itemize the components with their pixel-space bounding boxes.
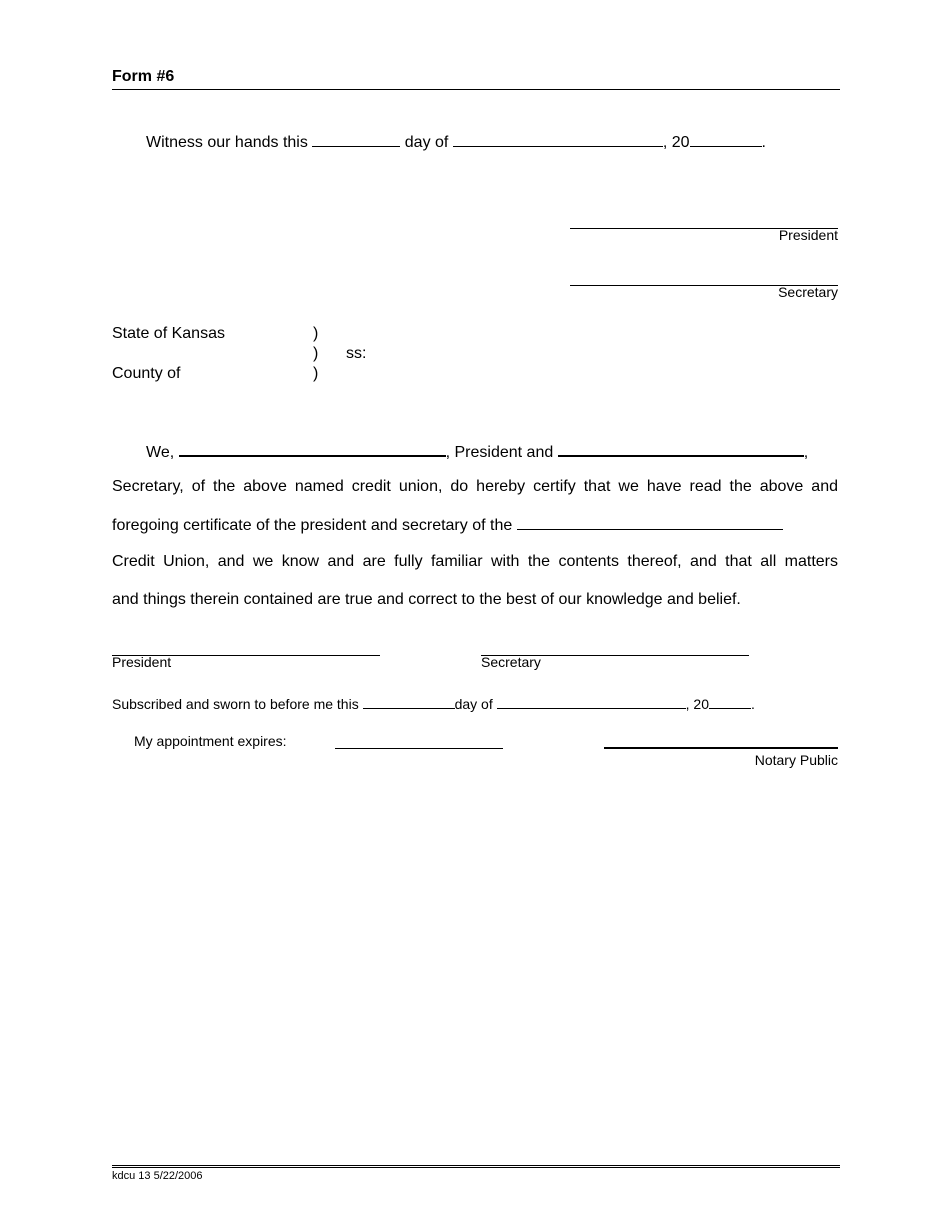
footer-doc-id: kdcu 13 5/22/2006 [112, 1170, 203, 1182]
form-number: Form #6 [112, 68, 175, 85]
footer-rule-1 [112, 1165, 840, 1166]
notary-month-field[interactable] [497, 696, 686, 709]
notary-year-field[interactable] [709, 696, 751, 709]
notary-subscribed-text: Subscribed and sworn to before me this [112, 696, 359, 712]
witness-line [146, 132, 766, 152]
witness-period: . [761, 134, 766, 151]
venue-paren-3: ) [313, 365, 319, 382]
header-rule [112, 89, 840, 90]
witness-month-field[interactable] [453, 132, 663, 147]
cert-line-4: Credit Union, and we know and are fully familiar with the contents thereof, and that all matters [112, 553, 838, 570]
president-label-bottom: President [112, 654, 172, 670]
credit-union-name-field[interactable] [517, 515, 783, 530]
cert-line-1 [146, 441, 808, 462]
appointment-label: My appointment expires: [134, 733, 287, 749]
venue-paren-2: ) [313, 345, 319, 362]
witness-lead: Witness our hands this [146, 134, 308, 151]
cert-line-3-text: foregoing certificate of the president and secretary of the [112, 517, 513, 534]
notary-signature-line[interactable] [604, 747, 838, 749]
president-name-field[interactable] [179, 441, 446, 457]
witness-day-of: day of [404, 134, 449, 151]
venue-ss: ss: [346, 345, 367, 362]
secretary-name-field[interactable] [558, 441, 804, 457]
notary-public-label: Notary Public [754, 752, 838, 768]
notary-day-field[interactable] [363, 696, 455, 709]
footer-rule-2 [112, 1167, 840, 1168]
secretary-label-bottom: Secretary [481, 654, 541, 670]
notary-subscribed-line [112, 696, 755, 712]
cert-we: We, [146, 444, 175, 461]
witness-year-prefix: , 20 [662, 134, 690, 151]
president-label-top: President [778, 227, 838, 243]
venue-paren-1: ) [313, 325, 319, 342]
cert-president-and: , President and [445, 444, 554, 461]
secretary-label-top: Secretary [778, 284, 838, 300]
appointment-expires-field[interactable] [335, 748, 503, 749]
cert-line-3 [112, 515, 783, 535]
notary-period: . [750, 696, 755, 712]
notary-year-prefix: , 20 [685, 696, 709, 712]
cert-comma: , [803, 444, 809, 461]
venue-county: County of [112, 365, 181, 382]
venue-state: State of Kansas [112, 325, 225, 342]
witness-year-field[interactable] [690, 132, 762, 147]
cert-line-2: Secretary, of the above named credit union, do hereby certify that we have read the above and [112, 478, 838, 495]
notary-day-of: day of [454, 696, 493, 712]
witness-day-field[interactable] [312, 132, 400, 147]
cert-line-5: and things therein contained are true and correct to the best of our knowledge and belief. [112, 591, 741, 608]
